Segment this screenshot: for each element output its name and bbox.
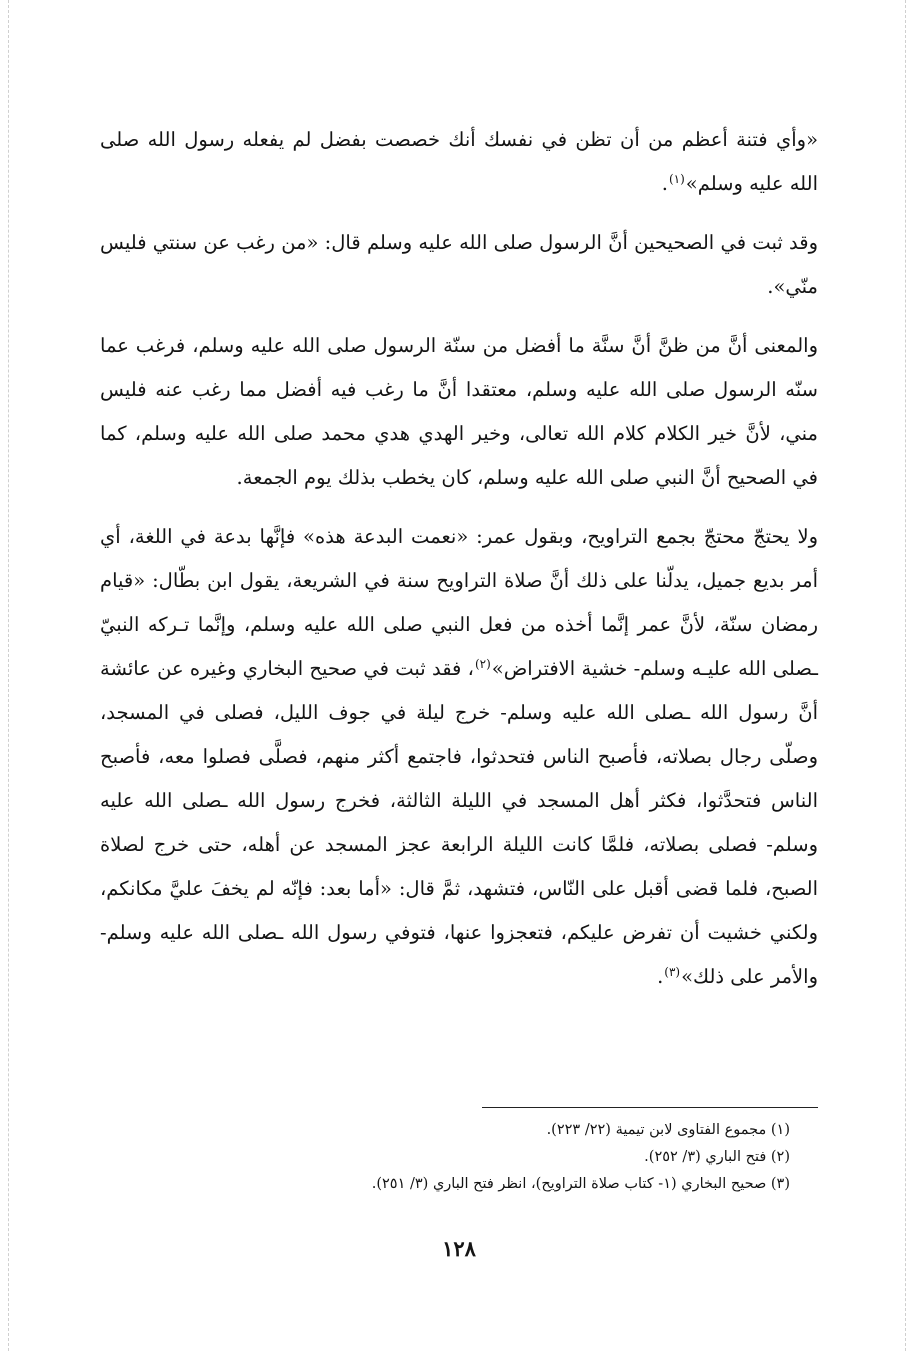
paragraph-3-text: والمعنى أنَّ من ظنَّ أنَّ سنَّة ما أفضل من سنّة الرسول صلى الله عليه وسلم، فرغب عما سنّه الرسول صلى الله عليه وسلم، معتقدا أنَّ ما رغب فيه أفضل مما رغب عنه فليس مني، لأنَّ خير الكلام كلام الله تعالى، وخير الهدي هدي محمد صلى الله عليه وسلم، كما في الصحيح أنَّ النبي صلى الله عليه وسلم، كان يخطب بذلك يوم الجمعة. — [100, 334, 818, 489]
paragraph-2 — [100, 221, 818, 309]
footnote-ref-1: (١) — [668, 171, 685, 186]
footnotes — [100, 1117, 790, 1198]
footnote-1: (١) مجموع الفتاوى لابن تيمية (٢٢/ ٢٢٣). — [546, 1122, 790, 1138]
footnote-ref-3: (٣) — [664, 964, 681, 979]
paragraph-3 — [100, 324, 818, 500]
scan-edge-left — [8, 0, 9, 1351]
paragraph-1-text: «وأي فتنة أعظم من أن تظن في نفسك أنك خصصت بفضل لم يفعله رسول الله صلى الله عليه وسلم» — [100, 128, 818, 195]
page-number: ١٢٨ — [442, 1236, 476, 1261]
scan-edge-right — [905, 0, 906, 1351]
footnote-divider — [482, 1107, 818, 1108]
paragraph-4 — [100, 515, 818, 999]
footnote-2: (٢) فتح الباري (٣/ ٢٥٢). — [644, 1149, 790, 1165]
body-text — [100, 118, 818, 1014]
paragraph-2-text: وقد ثبت في الصحيحين أنَّ الرسول صلى الله عليه وسلم قال: «من رغب عن سنتي فليس منّي». — [100, 231, 818, 298]
footnote-3: (٣) صحيح البخاري (١- كتاب صلاة التراويح)، انظر فتح الباري (٣/ ٢٥١). — [371, 1176, 790, 1192]
footnote-ref-2: (٢) — [474, 656, 491, 671]
paragraph-4-end: . — [657, 965, 664, 988]
paragraph-4-text-b: ، فقد ثبت في صحيح البخاري وغيره عن عائشة أنَّ رسول الله ـصلى الله عليه وسلم- خرج ليلة في جوف الليل، فصلى في المسجد، وصلّى رجال بصلاته، فأصبح الناس فتحدثوا، فاجتمع أكثر منهم، فصلَّى فصلوا معه، فأصبح الناس فتحدَّثوا، فكثر أهل المسجد في الليلة الثالثة، فخرج رسول الله ـصلى الله عليه وسلم- فصلى بصلاته، فلمَّا كانت الليلة الرابعة عجز المسجد عن أهله، حتى خرج لصلاة الصبح، فلما قضى أقبل على النّاس، فتشهد، ثمَّ قال: «أما بعد: فإنّه لم يخفَ عليَّ مكانكم، ولكني خشيت أن تفرض عليكم، فتعجزوا عنها، فتوفي رسول الله ـصلى الله عليه وسلم- والأمر على ذلك» — [100, 657, 818, 988]
paragraph-1: «وأي فتنة أعظم من أن تظن في نفسك أنك خصصت بفضل لم يفعله رسول الله صلى الله عليه وسلم»$^{(١)}$. — [100, 128, 818, 195]
paragraph-4-text-a: ولا يحتجّ محتجّ بجمع التراويح، وبقول عمر: «نعمت البدعة هذه» فإنَّها بدعة في اللغة، أي أمر بديع جميل، يدلّنا على ذلك أنَّ صلاة التراويح سنة في الشريعة، يقول ابن بطّال: «قيام رمضان سنّة، لأنَّ عمر إنَّما أخذه من فعل النبي صلى الله عليه وسلم، وإنَّما تـركه النبيّ ـصلى الله عليـه وسلم- خشية الافتراض» — [100, 525, 818, 680]
